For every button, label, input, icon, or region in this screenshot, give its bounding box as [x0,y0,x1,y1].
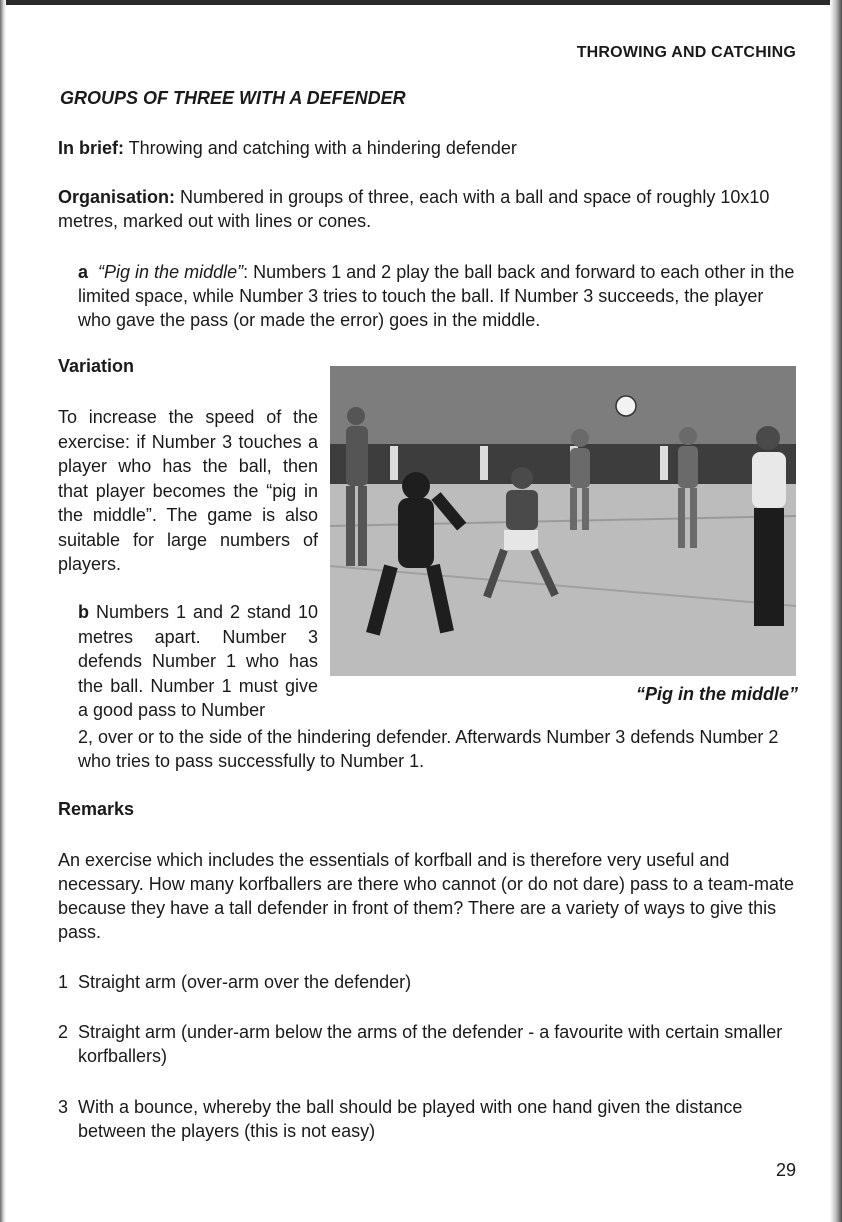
photo-wall-post [390,446,398,480]
photo-player-right [752,426,786,626]
list-item-text: Straight arm (under-arm below the arms of the defender - a favourite with certain smaller korfballers) [78,1022,783,1066]
variation-heading: Variation [58,356,135,376]
list-item-text: Straight arm (over-arm over the defender) [78,972,412,992]
item-b-continuation: 2, over or to the side of the hindering defender. Afterwards Number 3 defends Number 2 who tries to pass successfully to Number 1. [78,727,779,771]
item-a-title: “Pig in the middle” [98,262,244,282]
page-left-edge [0,0,6,1222]
in-brief-paragraph [58,136,798,160]
organisation-label: Organisation: [58,187,176,207]
photo-ball [616,396,636,416]
remarks-heading: Remarks [58,799,135,819]
organisation-text: Numbered in groups of three, each with a ball and space of roughly 10x10 metres, marked out with lines or cones. [58,187,770,231]
list-item-number: 1 [58,972,69,992]
item-a-letter: a [78,262,89,282]
photo-illustration [330,366,796,676]
list-item [58,1020,800,1068]
pig-in-the-middle-photo [330,366,796,676]
page-number: 29 [775,1160,796,1180]
photo-wall-band [330,444,796,484]
item-b-letter: b [78,602,89,622]
photo-wall-post [660,446,668,480]
running-head: THROWING AND CATCHING [576,44,796,61]
item-b-paragraph [78,600,318,723]
photo-wall-post [480,446,488,480]
list-item [58,970,800,994]
page-top-edge [0,0,842,5]
variation-text: To increase the speed of the exercise: if Number 3 touches a player who has the ball, then that player becomes the “pig in the middle”. The game is also suitable for large numbers of players. [58,407,318,574]
in-brief-label: In brief: [58,138,124,158]
remarks-text: An exercise which includes the essentials of korfball and is therefore very useful and necessary. How many korfballers are there who cannot (or do not dare) pass to a team-mate because they have a tall defender in front of them? There are a variety of ways to give this pass. [58,850,795,942]
item-b-text-part1: Numbers 1 and 2 stand 10 metres apart. Number 3 defends Number 1 who has the ball. Number 1 must give a good pass to Number [78,602,318,720]
in-brief-text: Throwing and catching with a hindering defender [124,138,517,158]
list-item-text: With a bounce, whereby the ball should be played with one hand given the distance between the players (this is not easy) [78,1097,743,1141]
page-right-edge [830,0,842,1222]
photo-caption: “Pig in the middle” [635,684,798,704]
item-a-text: : Numbers 1 and 2 play the ball back and forward to each other in the limited space, while Number 3 tries to touch the ball. If Number 3 succeeds, the player who gave the pass (or made the error) goes in the middle. [78,262,795,330]
organisation-paragraph [58,185,798,233]
section-title: GROUPS OF THREE WITH A DEFENDER [60,88,406,108]
list-item [58,1095,800,1143]
item-a-paragraph [78,260,798,332]
list-item-number: 3 [58,1097,69,1117]
list-item-number: 2 [58,1022,69,1042]
